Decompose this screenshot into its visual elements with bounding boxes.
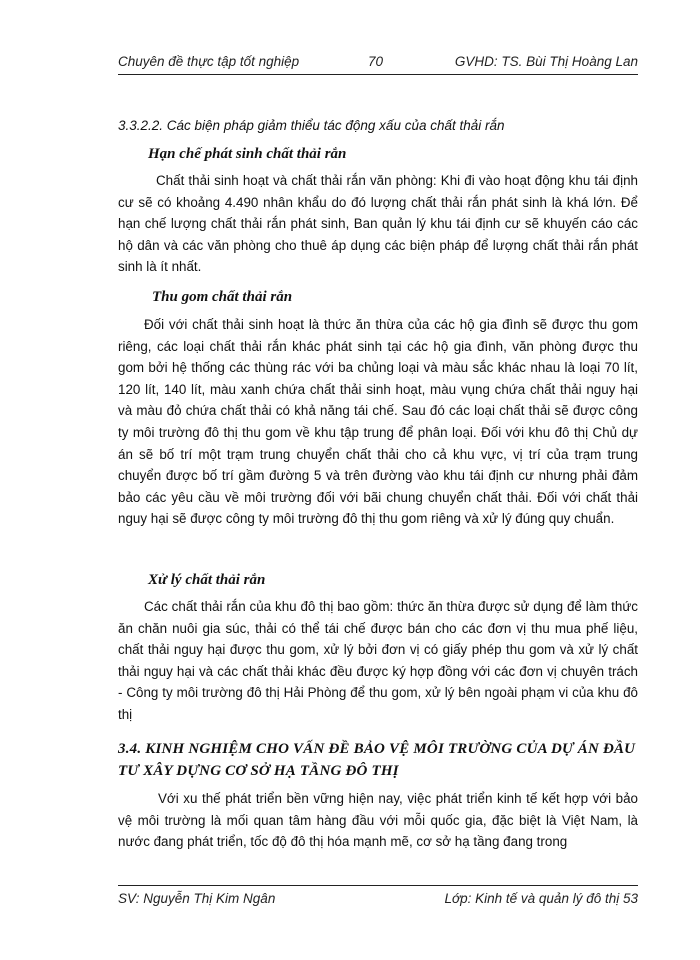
heading-collection: Thu gom chất thải rắn (152, 289, 293, 305)
heading-reduce-waste: Hạn chế phát sinh chất thải rắn (148, 146, 347, 162)
heading-treatment: Xử lý chất thải rắn (148, 572, 266, 588)
page-header (118, 52, 638, 75)
paragraph-experience: Với xu thế phát triển bền vững hiện nay, việc phát triển kinh tế kết hợp với bảo vệ môi trường là mối quan tâm hàng đầu với mỗi quốc gia, đặc biệt là Việt Nam, là nước đang phát triển, tốc độ đô thị hóa mạnh mẽ, cơ sở hạ tầng đang trong (118, 791, 638, 850)
paragraph-collection: Đối với chất thải sinh hoạt là thức ăn thừa của các hộ gia đình sẽ được thu gom riêng, các loại chất thải rắn khác phát sinh tại các hộ gia đình, văn phòng được thu gom bởi hệ thống các thùng rác với ba chủng loại và màu sắc khác nhau là loại 70 lít, 120 lít, 140 lít, màu xanh chứa chất thải sinh hoạt, màu vụng chứa chất thải nguy hại và màu đỏ chứa chất thải có khả năng tái chế. Sau đó các loại chất thải sẽ được công ty môi trường đô thị thu gom về khu tập trung để phân loại. Đối với khu đô thị Chủ dự án sẽ bố trí một trạm trung chuyển chất thải cho cả khu vực, vị trí của trạm trung chuyển được bố trí gầm đường 5 và trên đường vào khu tái định cư nhưng phải đảm bảo các yêu cầu về môi trường đối với bãi chung chuyển chất thải. Đối với chất thải nguy hại sẽ được công ty môi trường đô thị thu gom riêng và xử lý đúng quy chuẩn. (118, 317, 638, 527)
subsection-title: 3.3.2.2. Các biện pháp giảm thiểu tác động xấu của chất thải rắn (118, 118, 505, 133)
page-footer (118, 885, 638, 906)
footer-class: Lớp: Kinh tế và quản lý đô thị 53 (444, 891, 638, 906)
paragraph-reduce-waste: Chất thải sinh hoạt và chất thải rắn văn phòng: Khi đi vào hoạt động khu tái định cư sẽ có khoảng 4.490 nhân khẩu do đó lượng chất thải rắn phát sinh là khá lớn. Để hạn chế lượng chất thải rắn phát sinh, Ban quản lý khu tái định cư sẽ khuyến cáo các hộ dân và các văn phòng cho thuê áp dụng các biện pháp để lượng chất thải rắn phát sinh là ít nhất. (118, 173, 638, 275)
header-course-title: Chuyên đề thực tập tốt nghiệp (118, 54, 300, 69)
footer-student: SV: Nguyễn Thị Kim Ngân (118, 891, 276, 906)
header-supervisor: GVHD: TS. Bùi Thị Hoàng Lan (454, 54, 638, 69)
section-title: 3.4. KINH NGHIỆM CHO VẤN ĐỀ BẢO VỆ MÔI TRƯỜNG CỦA DỰ ÁN ĐẦU TƯ XÂY DỰNG CƠ SỞ HẠ TẦNG ĐÔ THỊ (118, 741, 636, 779)
paragraph-treatment: Các chất thải rắn của khu đô thị bao gồm: thức ăn thừa được sử dụng để làm thức ăn chăn nuôi gia súc, thải có thể tái chế được bán cho các đơn vị thu mua phế liệu, chất thải nguy hại được thu gom, xử lý bởi đơn vị có giấy phép thu gom và xử lý chất thải nguy hại và các chất thải khác đều được ký hợp đồng với các đơn vị chuyên trách - Công ty môi trường đô thị Hải Phòng để thu gom, xử lý bên ngoài phạm vi của khu đô thị (118, 599, 638, 722)
page-number: 70 (368, 54, 384, 69)
